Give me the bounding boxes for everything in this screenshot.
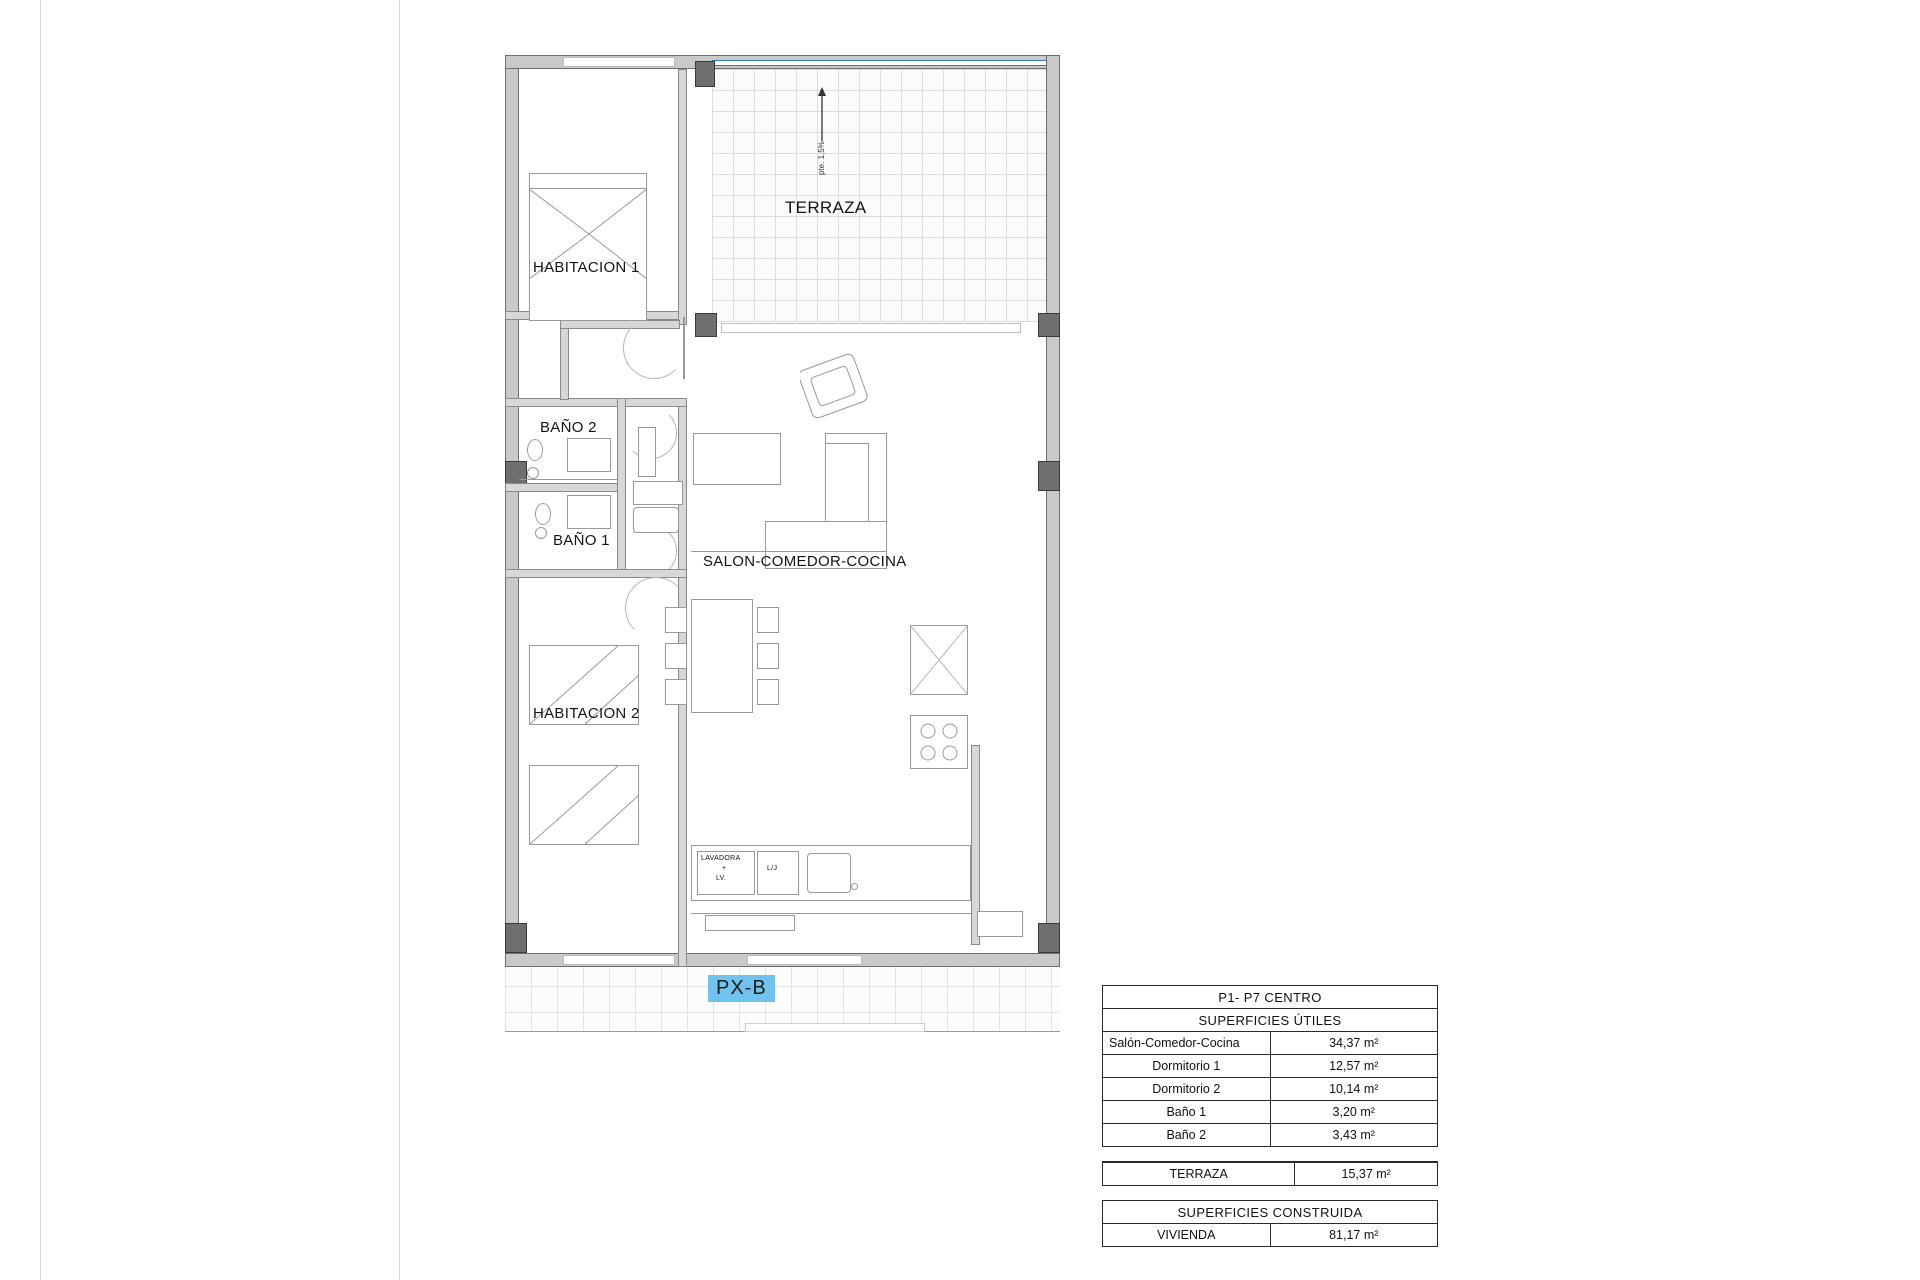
- pillar-bottom-right: [1038, 923, 1060, 953]
- bath2-counter: [519, 479, 617, 480]
- legend-built-value: 81,17 m²: [1270, 1224, 1437, 1247]
- entry-closet: [977, 911, 1023, 937]
- legend-row-name: Salón-Comedor-Cocina: [1103, 1032, 1270, 1055]
- legend-terrace-value: 15,37 m²: [1295, 1163, 1437, 1186]
- wall-bath2-bottom: [505, 483, 625, 492]
- terrace-glazing: [712, 60, 1046, 66]
- window-outer-terrace: [745, 1023, 925, 1032]
- wall-hall-stub: [560, 320, 569, 400]
- living-floor-line: [691, 551, 887, 552]
- label-washer: LAVADORA: [701, 855, 741, 862]
- table-row: [1103, 1124, 1437, 1147]
- legend-useful-block: [1102, 985, 1438, 1147]
- wall-bath2-top: [505, 398, 687, 407]
- wall-exterior-left: [505, 55, 519, 967]
- table-row: [1103, 1224, 1437, 1247]
- bath2-cabinet: [633, 481, 683, 505]
- legend-row-value: 3,20 m²: [1270, 1101, 1437, 1124]
- kitchen-sink-drain-icon: [851, 883, 858, 890]
- wall-corridor-right: [678, 69, 687, 325]
- kitchen-lower-cabinet: [705, 915, 795, 931]
- legend-row-name: Dormitorio 1: [1103, 1055, 1270, 1078]
- kitchen-appliance-sink-unit: [757, 851, 799, 895]
- floor-plan: [505, 55, 1075, 1045]
- legend-useful-header: SUPERFICIES ÚTILES: [1103, 1009, 1437, 1032]
- pillar-bottom-left: [505, 923, 527, 953]
- room-label-bath-1: BAÑO 1: [553, 532, 610, 549]
- kitchen-hob-burners-icon: [910, 715, 968, 769]
- room-label-living: SALON-COMEDOR-COCINA: [703, 553, 907, 570]
- bed-2-lower-duvet-icon: [529, 765, 639, 845]
- pillar-terrace-left: [695, 313, 717, 337]
- legend-built-header: SUPERFICIES CONSTRUIDA: [1103, 1201, 1437, 1224]
- dining-chair-2: [665, 643, 687, 669]
- dining-table: [691, 599, 753, 713]
- label-washer-plus: +: [722, 865, 727, 872]
- kitchen-fridge-cross-icon: [910, 625, 968, 695]
- bath1-basin-icon: [535, 527, 547, 539]
- window-bedroom2: [563, 955, 675, 965]
- dining-chair-5: [757, 643, 779, 669]
- bath2-toilet-icon: [527, 439, 543, 461]
- room-label-terrace: TERRAZA: [785, 198, 867, 217]
- terrace-floor: [712, 69, 1046, 322]
- page-guide-left: [40, 0, 41, 1280]
- bath2-basin-icon: [527, 467, 539, 479]
- room-label-bath-2: BAÑO 2: [540, 419, 597, 436]
- unit-tag: PX-B: [708, 975, 775, 1002]
- bath1-bathtub: [633, 507, 679, 533]
- outer-paving: [505, 960, 1060, 1032]
- window-bedroom1: [563, 57, 675, 67]
- table-row: [1103, 1055, 1437, 1078]
- legend-useful-header-row: [1103, 1009, 1437, 1032]
- table-row: [1103, 1101, 1437, 1124]
- table-row: [1103, 1163, 1437, 1186]
- wall-corridor-right-3: [678, 577, 687, 967]
- legend-row-name: Baño 1: [1103, 1101, 1270, 1124]
- dining-chair-3: [665, 679, 687, 705]
- legend-terrace-name: TERRAZA: [1103, 1163, 1295, 1186]
- wall-exterior-right: [1046, 55, 1060, 967]
- legend-row-value: 3,43 m²: [1270, 1124, 1437, 1147]
- pillar-terrace-right: [1038, 313, 1060, 337]
- label-sink: L/J: [767, 865, 778, 872]
- legend-row-value: 12,57 m²: [1270, 1055, 1437, 1078]
- legend-built-header-row: [1103, 1201, 1437, 1224]
- bath1-shower: [567, 495, 611, 529]
- legend-row-name: Dormitorio 2: [1103, 1078, 1270, 1101]
- legend-built-name: VIVIENDA: [1103, 1224, 1270, 1247]
- bath1-toilet-icon: [535, 503, 551, 525]
- dining-chair-6: [757, 679, 779, 705]
- window-living: [721, 323, 1021, 333]
- label-dishwasher: LV.: [716, 875, 727, 882]
- legend-built-block: [1102, 1200, 1438, 1247]
- coffee-table: [693, 433, 781, 485]
- legend-row-name: Baño 2: [1103, 1124, 1270, 1147]
- slope-arrow-icon: [815, 87, 829, 141]
- kitchen-sink-icon: [807, 853, 851, 893]
- bed-1-headboard: [529, 173, 647, 189]
- slope-label: pte. 1,5%: [817, 141, 826, 175]
- kitchen-counter-edge: [691, 913, 971, 914]
- pillar-top-left: [695, 61, 715, 87]
- page-guide-right: [399, 0, 400, 1280]
- legend-title: P1- P7 CENTRO: [1103, 986, 1437, 1009]
- dining-chair-4: [757, 607, 779, 633]
- pillar-mid-right: [1038, 461, 1060, 491]
- window-kitchen: [747, 955, 862, 965]
- bath2-shower: [567, 438, 611, 472]
- door-bedroom1: [623, 317, 685, 379]
- legend: [1102, 985, 1438, 1261]
- legend-terrace-block: [1102, 1161, 1438, 1186]
- legend-row-value: 10,14 m²: [1270, 1078, 1437, 1101]
- room-label-bedroom-1: HABITACION 1: [533, 259, 640, 276]
- table-row: [1103, 1032, 1437, 1055]
- armchair-icon: [800, 351, 880, 423]
- legend-row-value: 34,37 m²: [1270, 1032, 1437, 1055]
- legend-title-row: [1103, 986, 1437, 1009]
- table-row: [1103, 1078, 1437, 1101]
- dining-chair-1: [665, 607, 687, 633]
- room-label-bedroom-2: HABITACION 2: [533, 705, 640, 722]
- bath2-radiator: [638, 427, 656, 477]
- door-leaf-bedroom1: [683, 317, 685, 379]
